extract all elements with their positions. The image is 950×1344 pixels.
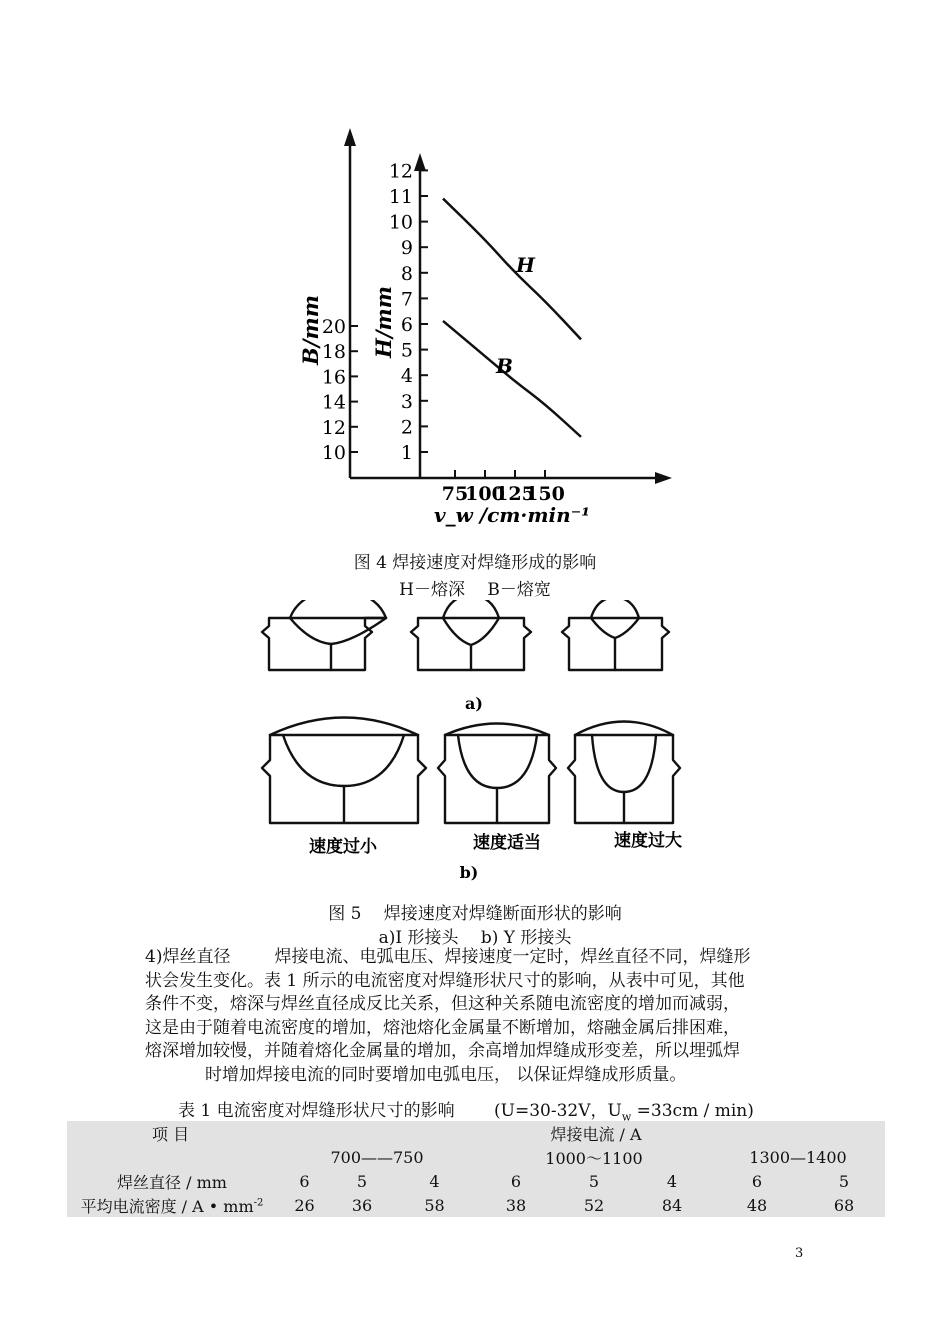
table1-cell: 26 <box>294 1195 315 1215</box>
table1-cell: 52 <box>583 1195 605 1215</box>
fig5-label-fast: 速度过大 <box>614 831 682 851</box>
h-axis-tick-label: 8 <box>400 262 413 285</box>
table1-header-item: 项 目 <box>152 1124 190 1144</box>
fig5-label-slow: 速度过小 <box>309 837 377 857</box>
table1-cell: 5 <box>356 1171 368 1191</box>
table1-cell: 36 <box>351 1195 373 1215</box>
table1-range: 1300—1400 <box>749 1147 847 1167</box>
table1-cell: 6 <box>751 1171 763 1191</box>
b-axis-tick-label: 16 <box>321 366 346 389</box>
fig5-legend: a)I 形接头 b) Y 形接头 <box>378 928 572 948</box>
page-number: 3 <box>795 1246 804 1261</box>
paragraph-line-2: 状会发生变化。表 1 所示的电流密度对焊缝形状尺寸的影响，从表中可见，其他 <box>145 970 745 991</box>
table1-row-diameter <box>67 1169 885 1193</box>
h-axis-tick-label: 3 <box>400 390 413 413</box>
x-axis-arrow <box>655 472 672 484</box>
table1 <box>67 1121 885 1217</box>
right-axis-arrow <box>414 153 426 171</box>
h-axis-tick-label: 6 <box>400 314 413 336</box>
i-joint-3 <box>562 600 669 670</box>
b-axis-tick-label: 14 <box>321 391 346 414</box>
series-b-label: B <box>496 354 513 378</box>
table1-cell: 68 <box>833 1195 855 1215</box>
table1-cell: 4 <box>429 1171 440 1191</box>
series-line-B <box>443 321 581 437</box>
h-axis-tick-label: 7 <box>400 288 413 311</box>
chart-series <box>443 199 581 437</box>
table1-row-label: 焊丝直径 / mm <box>117 1172 227 1192</box>
fig5-sub-b: b) <box>459 863 479 882</box>
table1-header-row <box>67 1121 885 1145</box>
fig5-caption: 图 5 焊接速度对焊缝断面形状的影响 <box>328 904 622 924</box>
h-axis-tick-label: 1 <box>400 442 413 464</box>
table1-range: 700——750 <box>330 1147 424 1167</box>
table1-cell: 48 <box>746 1195 768 1215</box>
paragraph-line-3: 条件不变，熔深与焊丝直径成反比关系，但这种关系随电流密度的增加而减弱， <box>145 994 740 1014</box>
x-axis-tick-label: 125 <box>495 483 535 505</box>
h-axis-tick-label: 5 <box>400 339 413 362</box>
b-axis-tick-label: 18 <box>321 341 346 364</box>
fig5-label-proper: 速度适当 <box>473 833 541 853</box>
table1-cell: 4 <box>666 1171 678 1191</box>
b-axis-tick-label: 12 <box>321 416 346 439</box>
left-axis-label: B/mm <box>298 295 323 365</box>
table1-range: 1000～1100 <box>545 1148 643 1168</box>
right-axis-label: H/mm <box>371 286 396 358</box>
y-joint-3 <box>568 722 680 824</box>
i-joint-2 <box>411 600 531 670</box>
table1-cell: 6 <box>299 1171 310 1191</box>
table1-cell: 58 <box>424 1195 445 1215</box>
b-axis-tick-label: 10 <box>321 442 346 464</box>
h-axis-tick-label: 4 <box>400 365 413 388</box>
i-joint-1 <box>262 600 386 670</box>
x-axis-tick-label: 100 <box>465 483 505 505</box>
table1-range-row <box>67 1145 885 1169</box>
fig5-diagram <box>0 600 950 890</box>
h-axis-tick-label: 12 <box>388 160 413 183</box>
x-axis-tick-label: 150 <box>525 483 565 505</box>
table1-header-current: 焊接电流 / A <box>550 1124 642 1144</box>
paragraph <box>145 946 810 1087</box>
h-axis-tick-label: 11 <box>388 186 413 208</box>
fig4-chart <box>0 0 950 545</box>
paragraph-line-6: 时增加焊接电流的同时要增加电弧电压， 以保证焊缝成形质量。 <box>205 1064 687 1085</box>
paragraph-line-1: 4)焊丝直径 焊接电流、电弧电压、焊接速度一定时，焊丝直径不同，焊缝形 <box>145 947 751 967</box>
fig4-legend: H－熔深 B－熔宽 <box>399 580 551 600</box>
table1-cell: 5 <box>588 1171 600 1191</box>
h-axis-tick-label: 10 <box>388 211 413 234</box>
table1-title: 表 1 电流密度对焊缝形状尺寸的影响 (U=30-32V，$U_w =33cm / \min$) <box>178 1101 754 1124</box>
section-heading: 4)焊丝直径 <box>145 947 231 967</box>
fig5-sub-a: a) <box>465 694 483 713</box>
fig4-caption: 图 4 焊接速度对焊缝形成的影响 <box>353 553 597 573</box>
table1-row-label: 平均电流密度 / A • $mm^{-2}$ <box>80 1196 264 1216</box>
series-line-H <box>443 199 581 340</box>
left-axis-arrow <box>344 128 356 146</box>
paragraph-line-4: 这是由于随着电流密度的增加，熔池熔化金属量不断增加，熔融金属后排困难， <box>145 1017 740 1038</box>
x-axis-label: v_w /cm·min⁻¹ <box>433 503 591 527</box>
table1-cell: 84 <box>661 1195 683 1215</box>
h-axis-tick-label: 9 <box>400 237 413 260</box>
h-axis-tick-label: 2 <box>400 416 413 439</box>
table1-cell: 6 <box>510 1171 522 1191</box>
b-axis-tick-label: 20 <box>321 316 346 338</box>
table1-cell: 38 <box>505 1195 527 1215</box>
chart-ticks <box>322 160 565 505</box>
x-axis-tick-label: 75 <box>441 483 469 505</box>
table1-row-density <box>67 1193 885 1217</box>
table1-cell: 5 <box>838 1171 850 1191</box>
series-h-label: H <box>516 253 535 277</box>
y-joint-2 <box>438 724 556 824</box>
y-joint-1 <box>262 718 426 824</box>
paragraph-line-5: 熔深增加较慢，并随着熔化金属量的增加，余高增加焊缝成形变差，所以埋弧焊 <box>145 1041 740 1061</box>
